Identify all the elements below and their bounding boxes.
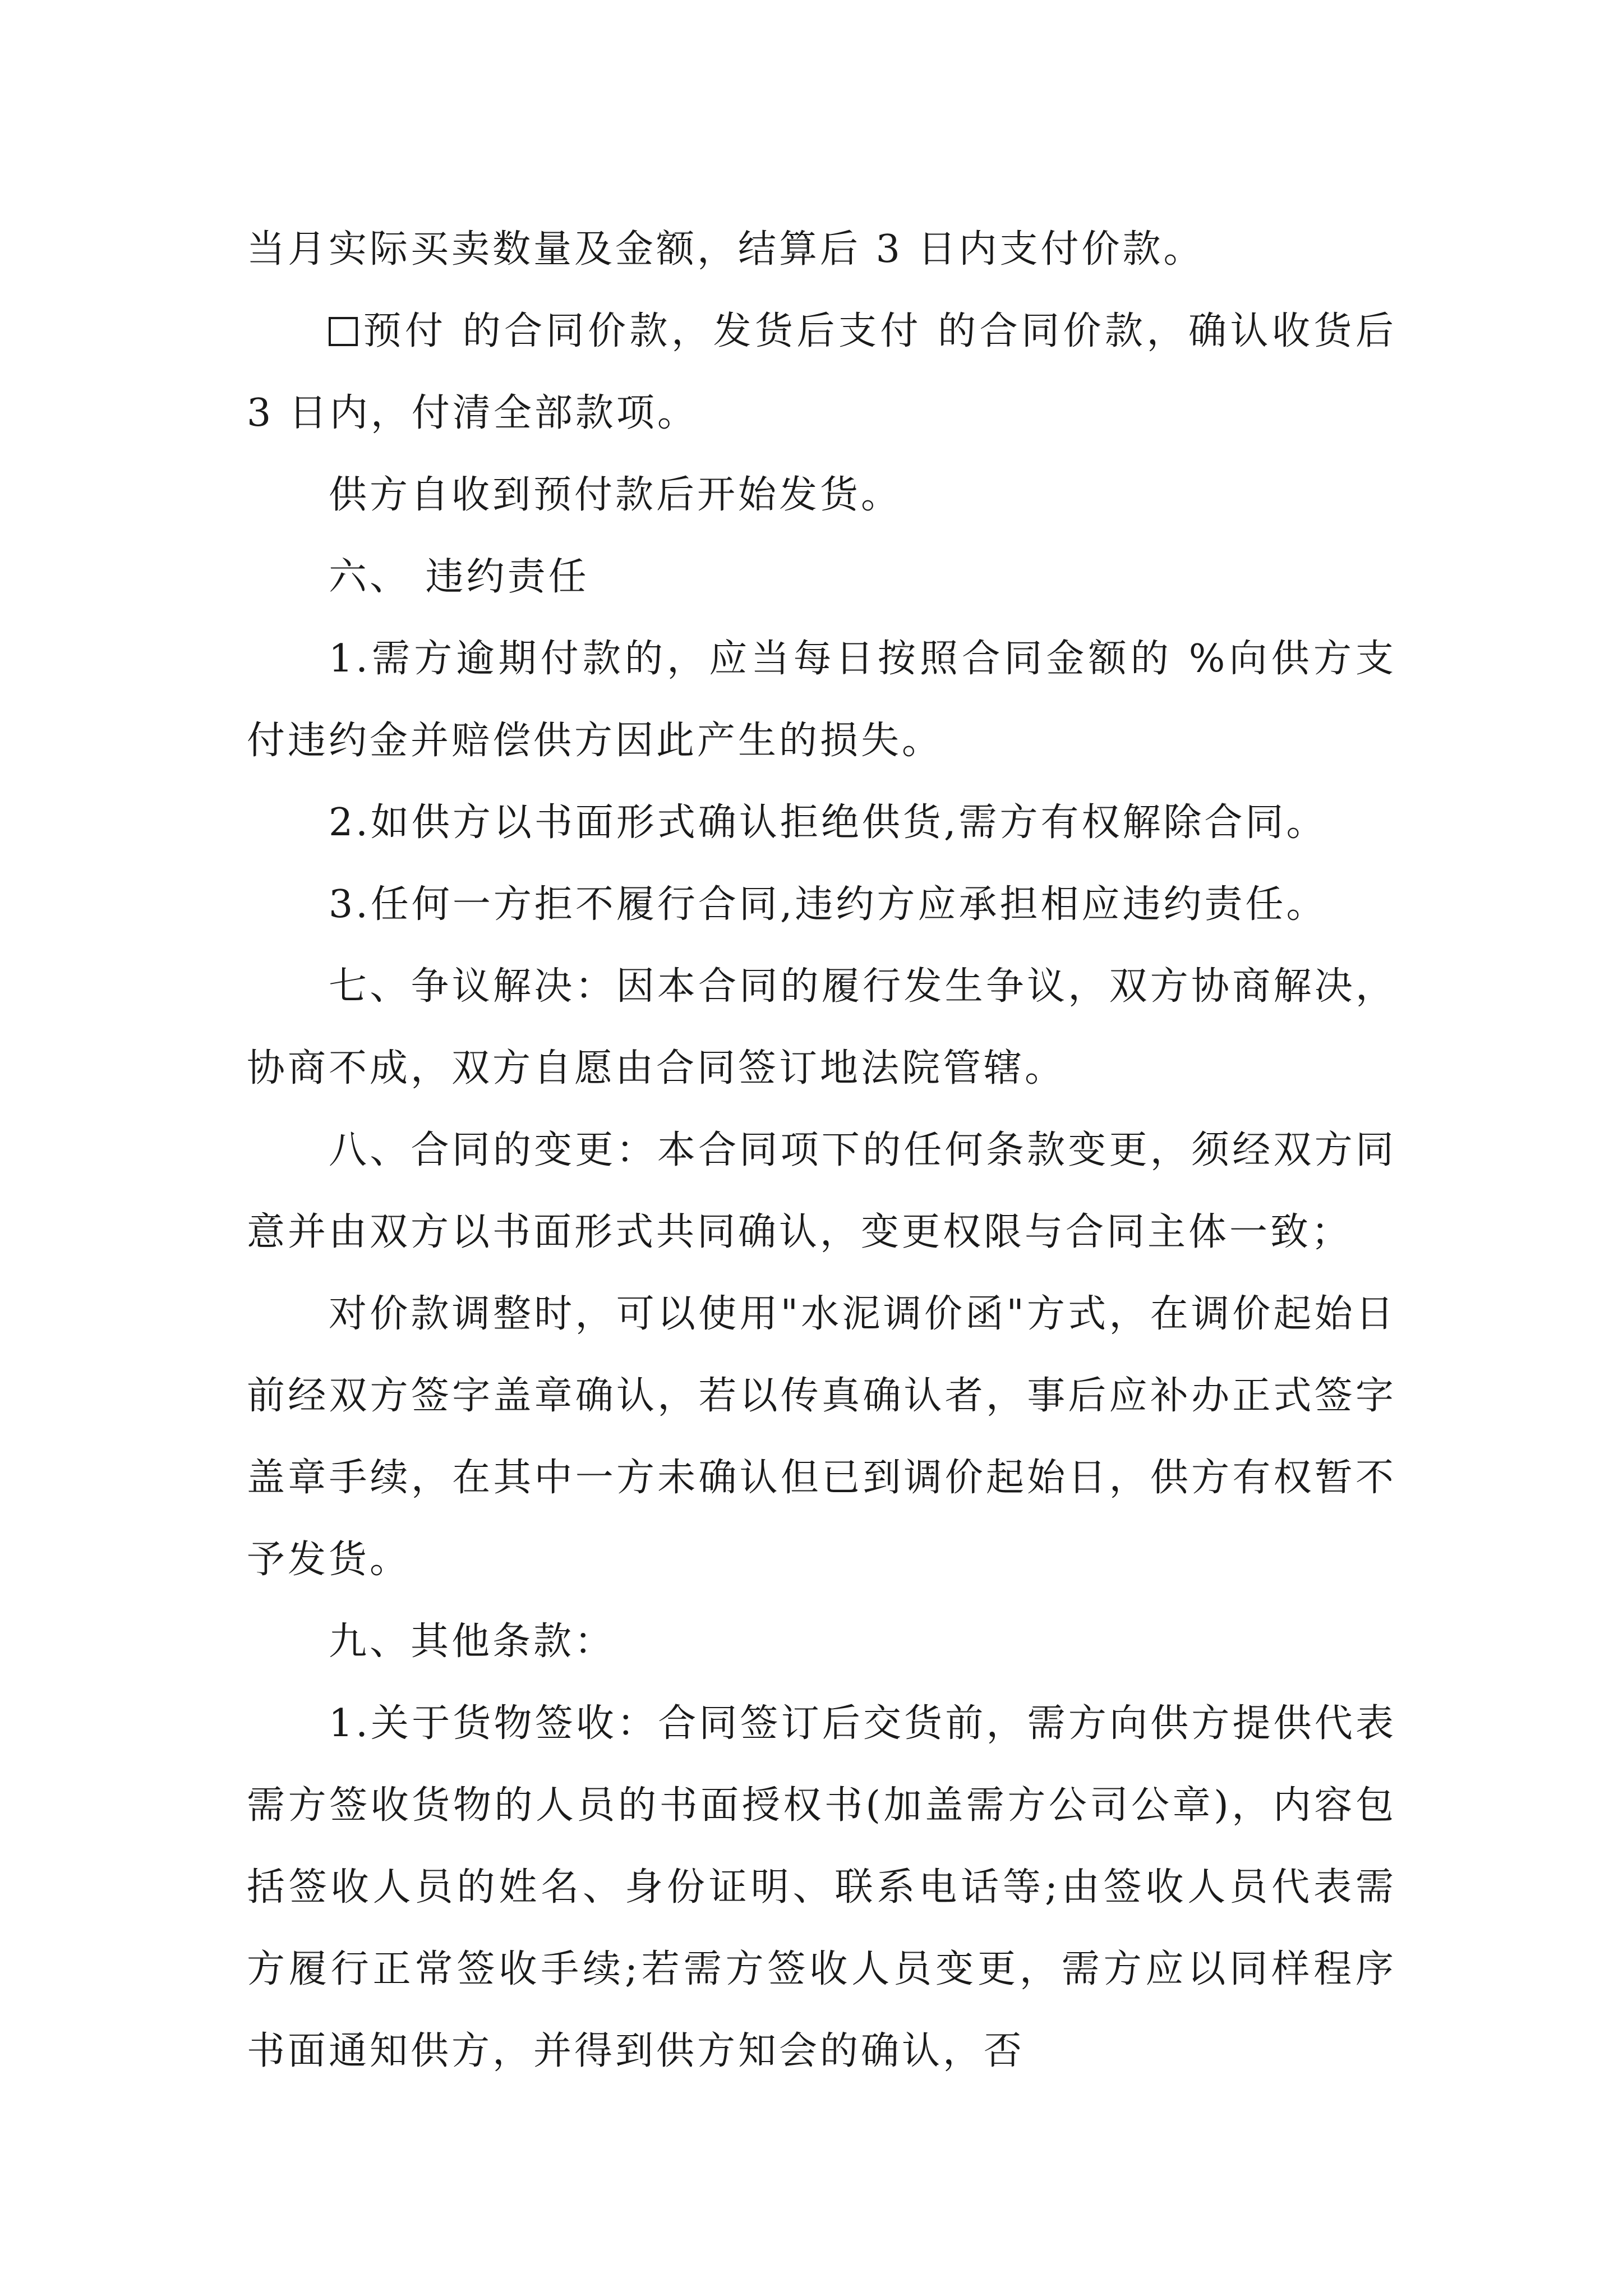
paragraph-prepayment xyxy=(247,291,1396,454)
heading-breach-liability: 六、 违约责任 xyxy=(329,555,589,599)
checkbox-icon xyxy=(329,317,358,346)
clause-contract-change: 八、合同的变更：本合同项下的任何条款变更，须经双方同意并由双方以书面形式共同确认，变更权限与合同主体一致； xyxy=(247,1128,1396,1254)
clause-dispute-resolution: 七、争议解决：因本合同的履行发生争议，双方协商解决，协商不成，双方自愿由合同签订地法院管辖。 xyxy=(247,964,1396,1091)
clause-price-adjustment: 对价款调整时，可以使用"水泥调价函"方式，在调价起始日前经双方签字盖章确认，若以传真确认者，事后应补办正式签字盖章手续，在其中一方未确认但已到调价起始日，供方有权暂不予发货。 xyxy=(247,1292,1396,1582)
clause-goods-receipt: 1.关于货物签收：合同签订后交货前，需方向供方提供代表需方签收货物的人员的书面授权书(加盖需方公司公章)，内容包括签收人员的姓名、身份证明、联系电话等;由签收人员代表需方履行正常签收手续;若需方签收人员变更，需方应以同样程序书面通知供方，并得到供方知会的确认，否 xyxy=(247,1701,1396,2073)
heading-other-terms: 九、其他条款： xyxy=(329,1619,616,1664)
clause-refuse-perform: 3.任何一方拒不履行合同,违约方应承担相应违约责任。 xyxy=(329,882,1327,927)
prepayment-text: 预付 的合同价款，发货后支付 的合同价款，确认收货后 3 日内，付清全部款项。 xyxy=(247,309,1396,435)
paragraph-settlement: 当月实际买卖数量及金额，结算后 3 日内支付价款。 xyxy=(247,227,1205,272)
paragraph-shipping: 供方自收到预付款后开始发货。 xyxy=(329,473,902,517)
clause-late-payment: 1.需方逾期付款的，应当每日按照合同金额的 %向供方支付违约金并赔偿供方因此产生的损失。 xyxy=(247,637,1396,763)
document-body xyxy=(247,209,1396,2092)
clause-refuse-supply: 2.如供方以书面形式确认拒绝供货,需方有权解除合同。 xyxy=(329,800,1327,845)
